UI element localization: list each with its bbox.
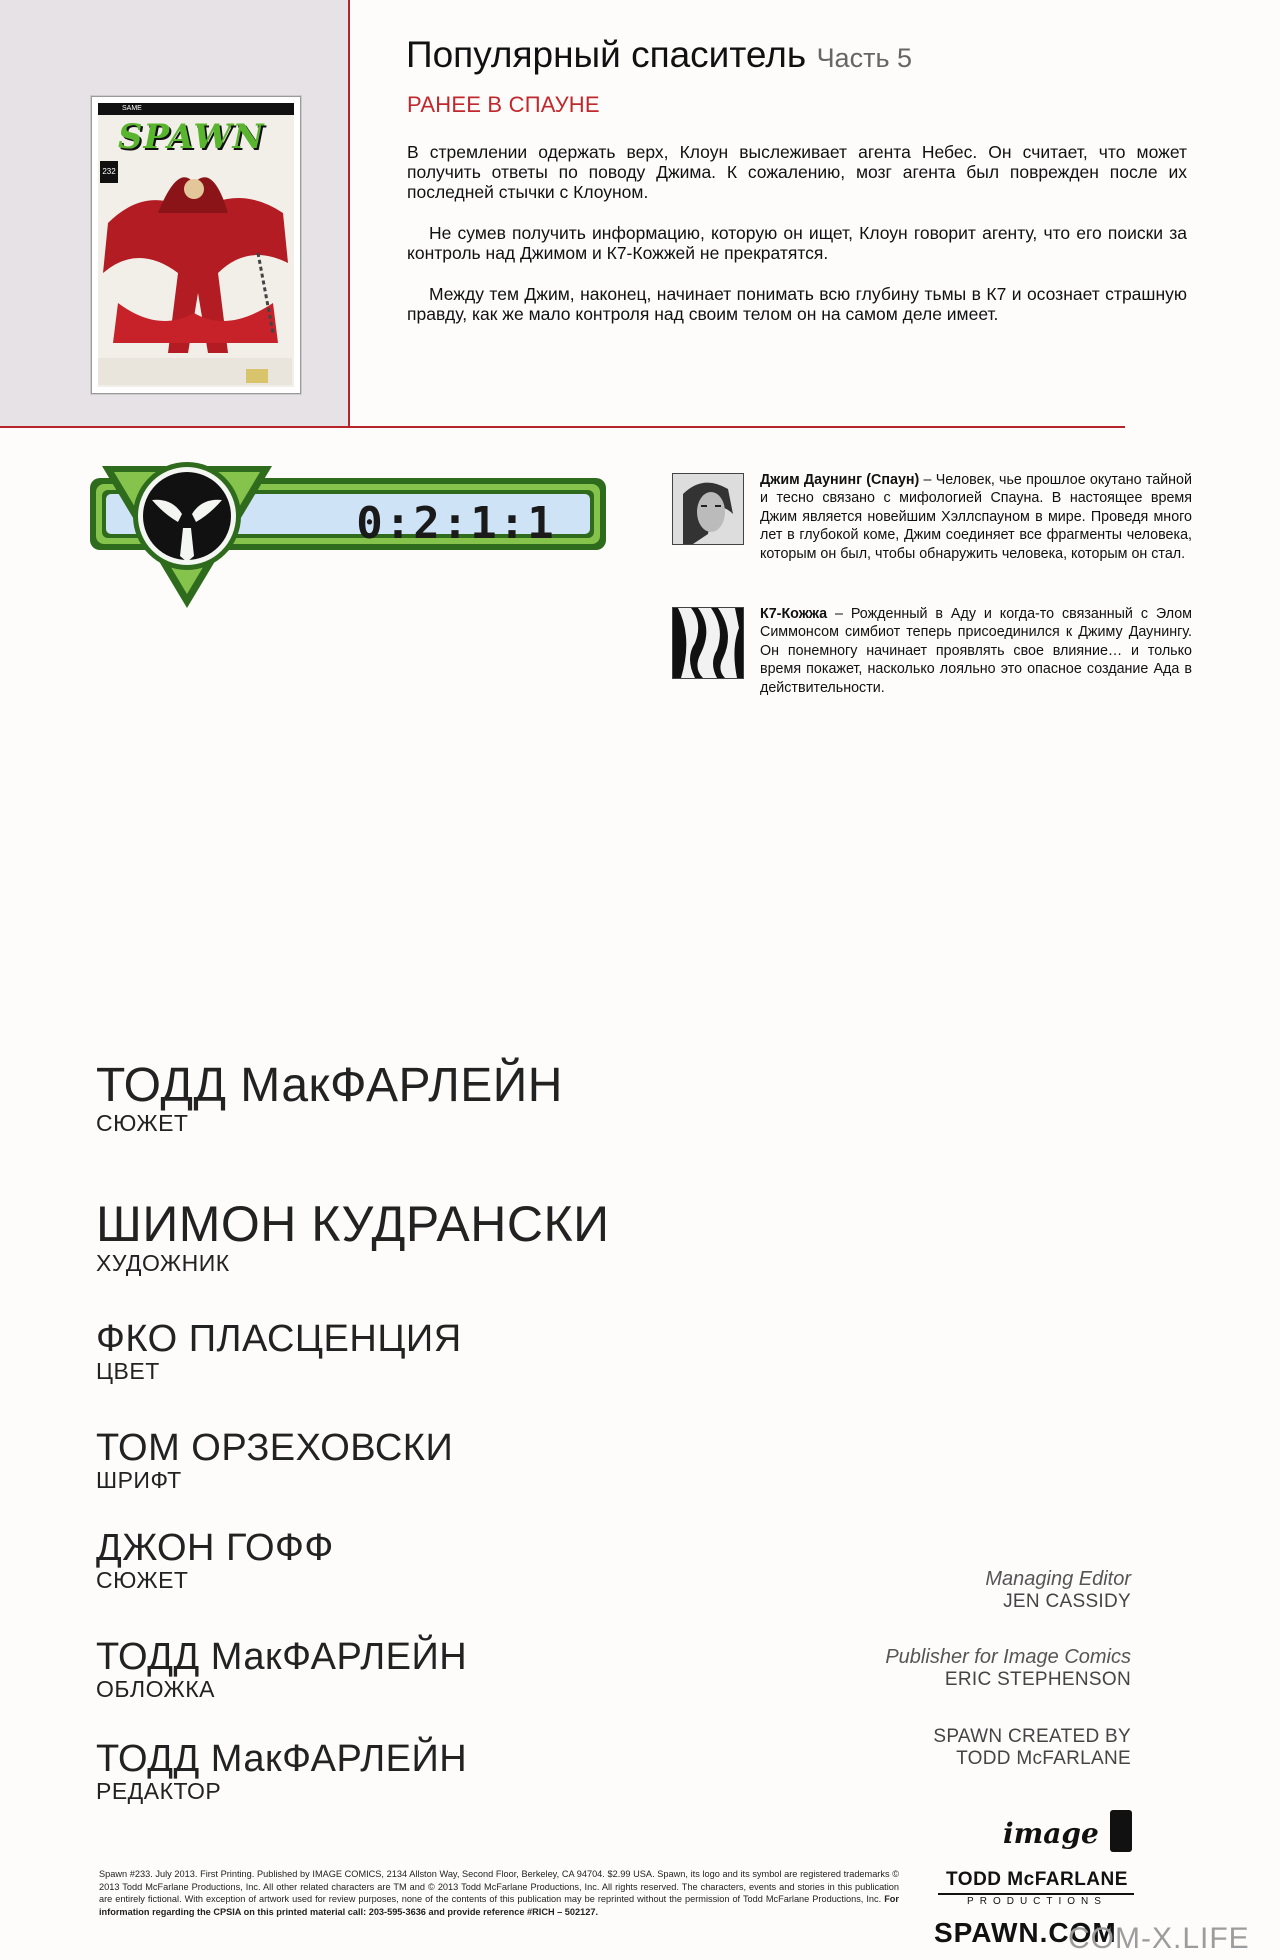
credit-name: ШИМОН КУДРАНСКИ bbox=[96, 1196, 610, 1252]
credit-name: ДЖОН ГОФФ bbox=[96, 1527, 334, 1569]
credit-name: ТОДД МакФАРЛЕЙН bbox=[96, 1636, 468, 1678]
spawn-counter-value: 0:2:1:1 bbox=[356, 498, 556, 549]
credit-entry bbox=[96, 1527, 334, 1594]
character-description bbox=[760, 471, 1192, 563]
cover-thumbnail bbox=[91, 96, 301, 394]
character-bio: – Человек, чье прошлое окутано тайной и тесно связано с мифологией Спауна. В настоящее время Джим является новейшим Хэллспауном в мире. Проведя много лет в глубокой коме, Джим соединяет все фрагменты человека, которым он был, чтобы обнаружить человека, которым он стал. bbox=[760, 472, 1192, 562]
recap-paragraph: Между тем Джим, наконец, начинает понимать всю глубину тьмы в К7 и осознает страшную правду, как же мало контроля над своим телом он на самом деле имеет. bbox=[407, 284, 1187, 324]
credit-role: ХУДОЖНИК bbox=[96, 1250, 230, 1276]
cover-art bbox=[98, 103, 294, 387]
staff-entry bbox=[933, 1726, 1131, 1770]
staff-label: Managing Editor bbox=[985, 1568, 1131, 1590]
staff-value: ERIC STEPHENSON bbox=[944, 1669, 1131, 1690]
recap-text bbox=[407, 142, 1187, 345]
staff-value: JEN CASSIDY bbox=[1003, 1591, 1131, 1612]
staff-entry bbox=[985, 1568, 1131, 1613]
image-comics-icon bbox=[1110, 1810, 1132, 1852]
credit-name: ФКО ПЛАСЦЕНЦИЯ bbox=[96, 1318, 462, 1360]
title-main: Популярный спаситель bbox=[406, 34, 807, 75]
spawn-site-logo: SPAWN.COM bbox=[934, 1917, 1117, 1948]
credit-entry bbox=[96, 1318, 462, 1385]
tmp-logo: TODD McFARLANE bbox=[946, 1869, 1128, 1890]
cover-topbar: SAME bbox=[98, 103, 294, 115]
header-divider bbox=[0, 426, 1125, 428]
credit-name: ТОДД МакФАРЛЕЙН bbox=[96, 1738, 468, 1780]
title-part: Часть 5 bbox=[816, 43, 913, 73]
credit-entry bbox=[96, 1427, 453, 1494]
credit-entry bbox=[96, 1195, 610, 1277]
credit-entry bbox=[96, 1058, 563, 1137]
recap-paragraph: В стремлении одержать верх, Клоун выслеживает агента Небес. Он считает, что может получить ответы по поводу Джима. К сожалению, мозг агента был поврежден после их последней стычки с Клоуном. bbox=[407, 142, 1187, 202]
legal-indicia bbox=[99, 1868, 899, 1918]
character-name: Джим Даунинг (Спаун) bbox=[760, 472, 920, 488]
credit-name: ТОДД МакФАРЛЕЙН bbox=[96, 1059, 563, 1112]
staff-entry bbox=[885, 1646, 1131, 1691]
watermark: COM-X.LIFE bbox=[1068, 1922, 1250, 1955]
page-title bbox=[406, 34, 912, 76]
credit-name: ТОМ ОРЗЕХОВСКИ bbox=[96, 1427, 454, 1469]
character-portrait bbox=[672, 473, 744, 545]
credit-role: ЦВЕТ bbox=[96, 1358, 160, 1384]
staff-label: SPAWN CREATED BY bbox=[933, 1726, 1131, 1747]
credit-role: РЕДАКТОР bbox=[96, 1778, 222, 1804]
image-comics-logo: image bbox=[1003, 1817, 1099, 1850]
spawn-counter-badge bbox=[88, 458, 610, 610]
cover-figure-icon bbox=[98, 103, 292, 385]
staff-label: Publisher for Image Comics bbox=[885, 1646, 1131, 1668]
recap-heading: РАНЕЕ В СПАУНЕ bbox=[407, 92, 600, 117]
cover-issue-number: 232 bbox=[100, 161, 118, 183]
credit-role: СЮЖЕТ bbox=[96, 1110, 189, 1136]
cover-barcode bbox=[246, 369, 268, 383]
legal-cpsia: For information regarding the CPSIA on this printed material call: 203-595-3636 and provide reference #RICH – 502127. bbox=[99, 1894, 899, 1917]
character-bio: – Рожденный в Аду и когда-то связанный с Элом Симмонсом симбиот теперь присоединился к Джиму Даунингу. Он понемногу начинает проявлять свое влияние… и только время покажет, насколько лояльно это опасное создание Ада в действительности. bbox=[760, 606, 1192, 696]
tmp-logo-rule bbox=[938, 1893, 1134, 1895]
staff-value: TODD McFARLANE bbox=[956, 1748, 1131, 1769]
k7-portrait-icon bbox=[673, 608, 743, 678]
character-description bbox=[760, 605, 1192, 697]
credit-role: СЮЖЕТ bbox=[96, 1567, 189, 1593]
character-portrait bbox=[672, 607, 744, 679]
credit-role: ШРИФТ bbox=[96, 1467, 182, 1493]
credit-entry bbox=[96, 1738, 467, 1805]
credit-role: ОБЛОЖКА bbox=[96, 1676, 215, 1702]
character-name: К7-Кожжа bbox=[760, 606, 828, 622]
tmp-productions: PRODUCTIONS bbox=[967, 1896, 1107, 1907]
cover-logo: SPAWN bbox=[118, 117, 265, 157]
legal-text: Spawn #233. July 2013. First Printing. Published by IMAGE COMICS, 2134 Allston Way, Second Floor, Berkeley, CA 94704. $2.99 USA. Spawn, its logo and its symbol are registered trademarks © 2013 Todd McFarlane Productions, Inc. All other related characters are TM and © 2013 Todd McFarlane Productions, Inc. All rights reserved. The characters, events and stories in this publication are entirely fictional. With exception of artwork used for review purposes, none of the contents of this publication may be reprinted without the permission of Todd McFarlane Productions, Inc. bbox=[99, 1869, 899, 1905]
recap-paragraph: Не сумев получить информацию, которую он ищет, Клоун говорит агенту, что его поиски за контроль над Джимом и К7-Кожжей не прекратятся. bbox=[407, 223, 1187, 263]
jim-portrait-icon bbox=[673, 474, 743, 544]
credit-entry bbox=[96, 1636, 467, 1703]
